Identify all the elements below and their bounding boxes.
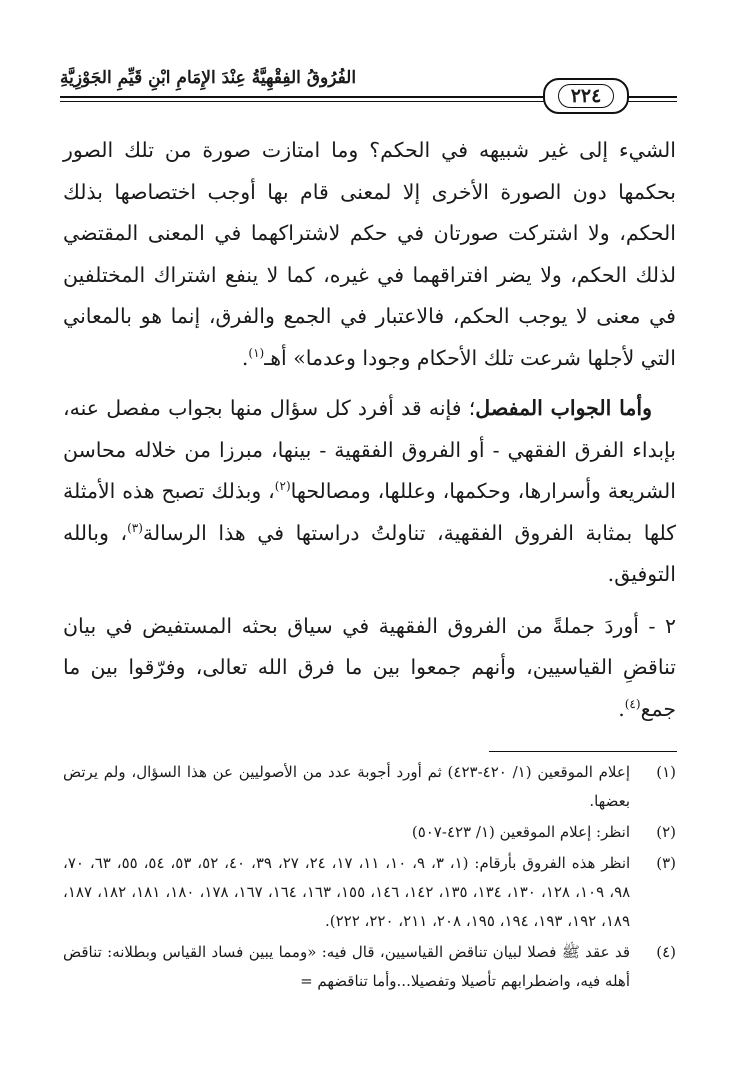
footnote <box>63 849 676 936</box>
footnote-ref-3: (٣) <box>127 520 143 535</box>
footnote-separator <box>489 751 677 752</box>
paragraph-3-end: . <box>618 696 625 721</box>
footnote <box>63 938 676 996</box>
footnote-number: (٢) <box>656 823 676 841</box>
footnote-ref-4: (٤) <box>624 696 641 711</box>
paragraph-2-text-c: ، وبالله التوفيق. <box>63 520 676 586</box>
detailed-answer-heading: وأما الجواب المفصل <box>475 396 652 420</box>
paragraph-1-text: الشيء إلى غير شبيهه في الحكم؟ وما امتازت صورة من تلك الصور بحكمها دون الصورة الأخرى إلا لمعنى قام بها أوجب اختصاصها بذلك الحكم، ولا اشتركت صورتان في حكم لاشتراكهما في المعنى المقتضي لذلك الحكم، ولا يضر افتراقهما في غيره، كما لا ينفع اشتراك المختلفين في معنى لا يوجب الحكم، فالاعتبار في الجمع والفرق، إنما هو بالمعاني التي لأجلها شرعت تلك الأحكام وجودا وعدما» أهـ <box>63 138 676 370</box>
main-text <box>63 130 676 730</box>
page-header <box>60 62 677 112</box>
footnote-number: (٣) <box>656 854 676 872</box>
footnote-ref-1: (١) <box>248 345 265 360</box>
footnotes <box>63 758 676 996</box>
paragraph-1 <box>63 130 676 379</box>
paragraph-1-end: . <box>241 345 249 370</box>
footnote-number: (١) <box>656 763 676 781</box>
footnote-text: إعلام الموقعين (١/ ٤٢٠-٤٢٣) ثم أورد أجوبة عدد من الأصوليين عن هذا السؤال، ولم يرتض بعضها. <box>63 763 630 810</box>
paragraph-2 <box>63 388 676 596</box>
footnote-text: قد عقد ﷺ فصلا لبيان تناقض القياسيين، قال فيه: «ومما يبين فساد القياس وبطلانه: تناقض أهله فيه، واضطرابهم تأصيلا وتفصيلا...وأما تناقضهم = <box>63 943 630 990</box>
running-title: الفُرُوقُ الفِقْهِيَّةُ عِنْدَ الإِمَامِ ابْنِ قَيِّمِ الجَوْزِيَّةِ <box>60 68 357 88</box>
paragraph-3-text: ٢ - أوردَ جملةً من الفروق الفقهية في سياق بحثه المستفيض في بيان تناقضِ القياسيين، وأنهم جمعوا بين ما فرق الله تعالى، وفرّقوا بين ما جمع <box>63 613 676 721</box>
paragraph-3 <box>63 606 676 731</box>
page-number: ٢٢٤ <box>558 84 615 108</box>
footnote-ref-2: (٢) <box>274 479 291 494</box>
paragraph-2-text-a: ؛ فإنه قد أفرد كل سؤال منها بجواب مفصل عنه، بإبداء الفرق الفقهي - أو الفروق الفقهية - بينها، مبرزا من خلاله محاسن الشريعة وأسرارها، وحكمها، وعللها، ومصالحها <box>63 396 676 503</box>
footnote-number: (٤) <box>656 943 676 961</box>
footnote-text: انظر: إعلام الموقعين (١/ ٤٢٣-٥٠٧) <box>411 823 630 841</box>
page-number-frame <box>543 78 629 114</box>
paragraph-2-text-b: ، وبذلك تصبح هذه الأمثلة كلها بمثابة الفروق الفقهية، تناولتُ دراستها في هذا الرسالة <box>63 479 676 545</box>
footnote <box>63 758 676 816</box>
footnote <box>63 818 676 847</box>
footnote-text: انظر هذه الفروق بأرقام: (١، ٣، ٩، ١٠، ١١، ١٧، ٢٤، ٢٧، ٣٩، ٤٠، ٥٢، ٥٣، ٥٤، ٥٥، ٦٣، ٧٠، ٩٨، ١٠٩، ١٢٨، ١٣٠، ١٣٤، ١٣٥، ١٤٢، ١٤٦، ١٥٥، ١٦٣، ١٦٤، ١٦٧، ١٧٨، ١٨٠، ١٨١، ١٨٢، ١٨٧، ١٨٩، ١٩٢، ١٩٣، ١٩٤، ١٩٥، ٢٠٨، ٢١١، ٢٢٠، ٢٢٢). <box>63 854 631 930</box>
